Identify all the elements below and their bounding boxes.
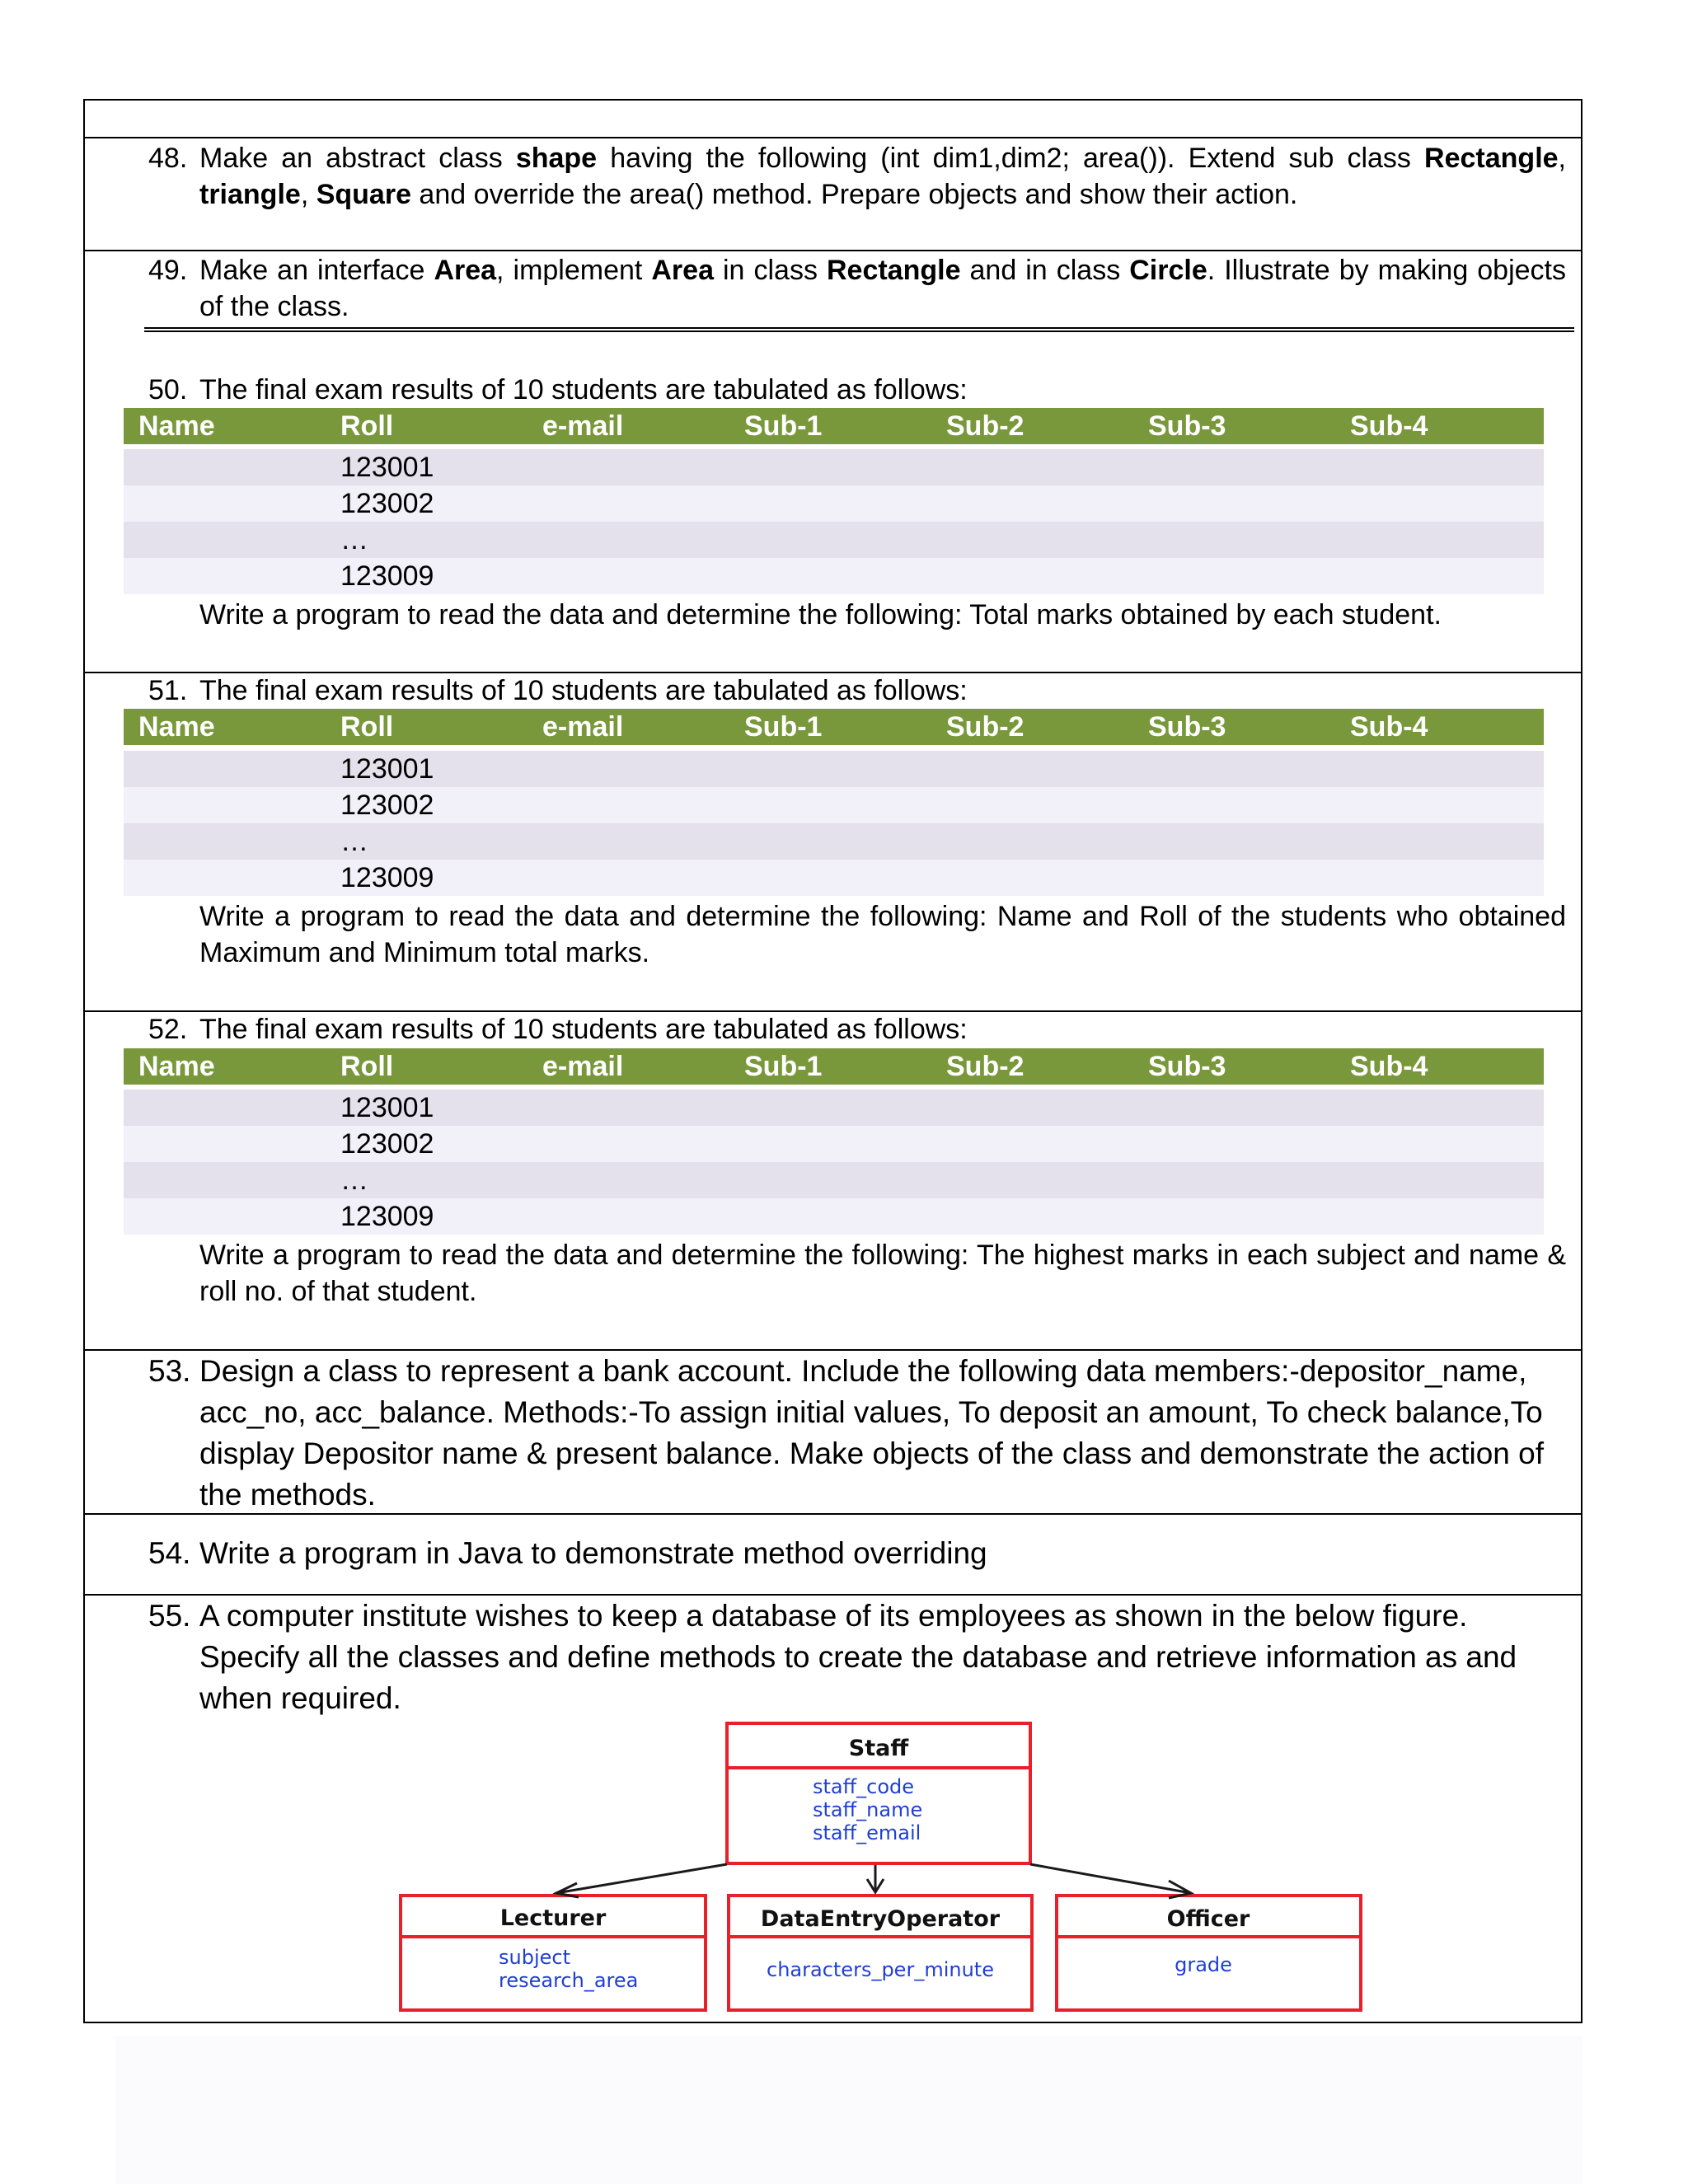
staff-attr: staff_name — [813, 1798, 923, 1821]
col-header-sub4: Sub-4 — [1350, 1051, 1428, 1082]
col-header-sub2: Sub-2 — [946, 1051, 1025, 1082]
question-intro: The final exam results of 10 students are tabulated as follows: — [199, 675, 968, 706]
question-number: 53. — [148, 1354, 191, 1388]
roll-cell: 123009 — [340, 560, 434, 592]
roll-cell: … — [340, 524, 368, 555]
roll-cell: 123001 — [340, 753, 434, 785]
question-text: Make an abstract class shape having the following (int dim1,dim2; area()). Extend sub class Rectangle, triangle, Square and override the area() method. Prepare objects and show their action. — [199, 143, 1566, 210]
question-number: 52. — [148, 1014, 188, 1045]
col-header-email: e-mail — [542, 1051, 624, 1082]
deo-class-title: DataEntryOperator — [760, 1906, 1001, 1932]
question-task: Write a program to read the data and determine the following: Name and Roll of the students who obtained Maximum and Minimum total marks. — [199, 901, 1566, 968]
col-header-sub2: Sub-2 — [946, 711, 1025, 743]
col-header-roll: Roll — [340, 410, 394, 442]
col-header-email: e-mail — [542, 410, 624, 442]
question-text: Write a program in Java to demonstrate method overriding — [199, 1536, 987, 1570]
question-number: 50. — [148, 374, 188, 405]
staff-class-title: Staff — [848, 1736, 909, 1761]
col-header-email: e-mail — [542, 711, 624, 743]
col-header-sub4: Sub-4 — [1350, 711, 1428, 743]
staff-attr: staff_email — [813, 1821, 921, 1844]
col-header-sub1: Sub-1 — [744, 1051, 823, 1082]
question-number: 51. — [148, 675, 188, 706]
roll-cell: 123002 — [340, 1128, 434, 1160]
question-number: 49. — [148, 255, 188, 286]
question-number: 54. — [148, 1536, 191, 1570]
lecturer-class-title: Lecturer — [499, 1905, 607, 1931]
question-number: 48. — [148, 143, 188, 174]
col-header-roll: Roll — [340, 1051, 394, 1082]
col-header-sub4: Sub-4 — [1350, 410, 1428, 442]
roll-cell: 123002 — [340, 790, 434, 821]
col-header-sub1: Sub-1 — [744, 410, 823, 442]
col-header-sub2: Sub-2 — [946, 410, 1025, 442]
roll-cell: 123009 — [340, 862, 434, 893]
roll-cell: 123001 — [340, 452, 434, 483]
question-text: Make an interface Area, implement Area in class Rectangle and in class Circle. Illustrate by making objects of the class. — [199, 255, 1567, 322]
col-header-name: Name — [138, 410, 215, 442]
roll-cell: … — [340, 826, 368, 857]
col-header-roll: Roll — [340, 711, 394, 743]
col-header-sub1: Sub-1 — [744, 711, 823, 743]
staff-attr: staff_code — [813, 1775, 915, 1798]
roll-cell: 123002 — [340, 488, 434, 519]
question-task: Write a program to read the data and determine the following: The highest marks in each subject and name & roll no. of that student. — [199, 1240, 1566, 1307]
inheritance-arrows — [556, 1864, 1191, 1898]
col-header-name: Name — [138, 711, 215, 743]
col-header-sub3: Sub-3 — [1148, 1051, 1226, 1082]
col-header-name: Name — [138, 1051, 215, 1082]
question-text: Design a class to represent a bank account. Include the following data members:-depositor_name, acc_no, acc_balance. Methods:-To assign initial values, To deposit an amount, To check balance,To display Depositor name & present balance. Make objects of the class and demonstrate the action of the methods. — [199, 1354, 1544, 1511]
lecturer-attr: research_area — [499, 1969, 639, 1992]
question-intro: The final exam results of 10 students are tabulated as follows: — [199, 1014, 968, 1045]
roll-cell: … — [340, 1165, 368, 1196]
roll-cell: 123001 — [340, 1092, 434, 1123]
deo-attr: characters_per_minute — [767, 1958, 994, 1981]
officer-class-title: Officer — [1166, 1906, 1250, 1932]
question-number: 55. — [148, 1599, 191, 1633]
lecturer-attr: subject — [499, 1946, 570, 1969]
roll-cell: 123009 — [340, 1201, 434, 1232]
question-task: Write a program to read the data and determine the following: Total marks obtained by each student. — [199, 599, 1442, 630]
question-text: A computer institute wishes to keep a database of its employees as shown in the below figure. Specify all the classes and define methods to create the database and retrieve information as and when required. — [199, 1599, 1517, 1715]
col-header-sub3: Sub-3 — [1148, 711, 1226, 743]
question-intro: The final exam results of 10 students are tabulated as follows: — [199, 374, 968, 405]
officer-attr: grade — [1175, 1953, 1232, 1976]
col-header-sub3: Sub-3 — [1148, 410, 1226, 442]
